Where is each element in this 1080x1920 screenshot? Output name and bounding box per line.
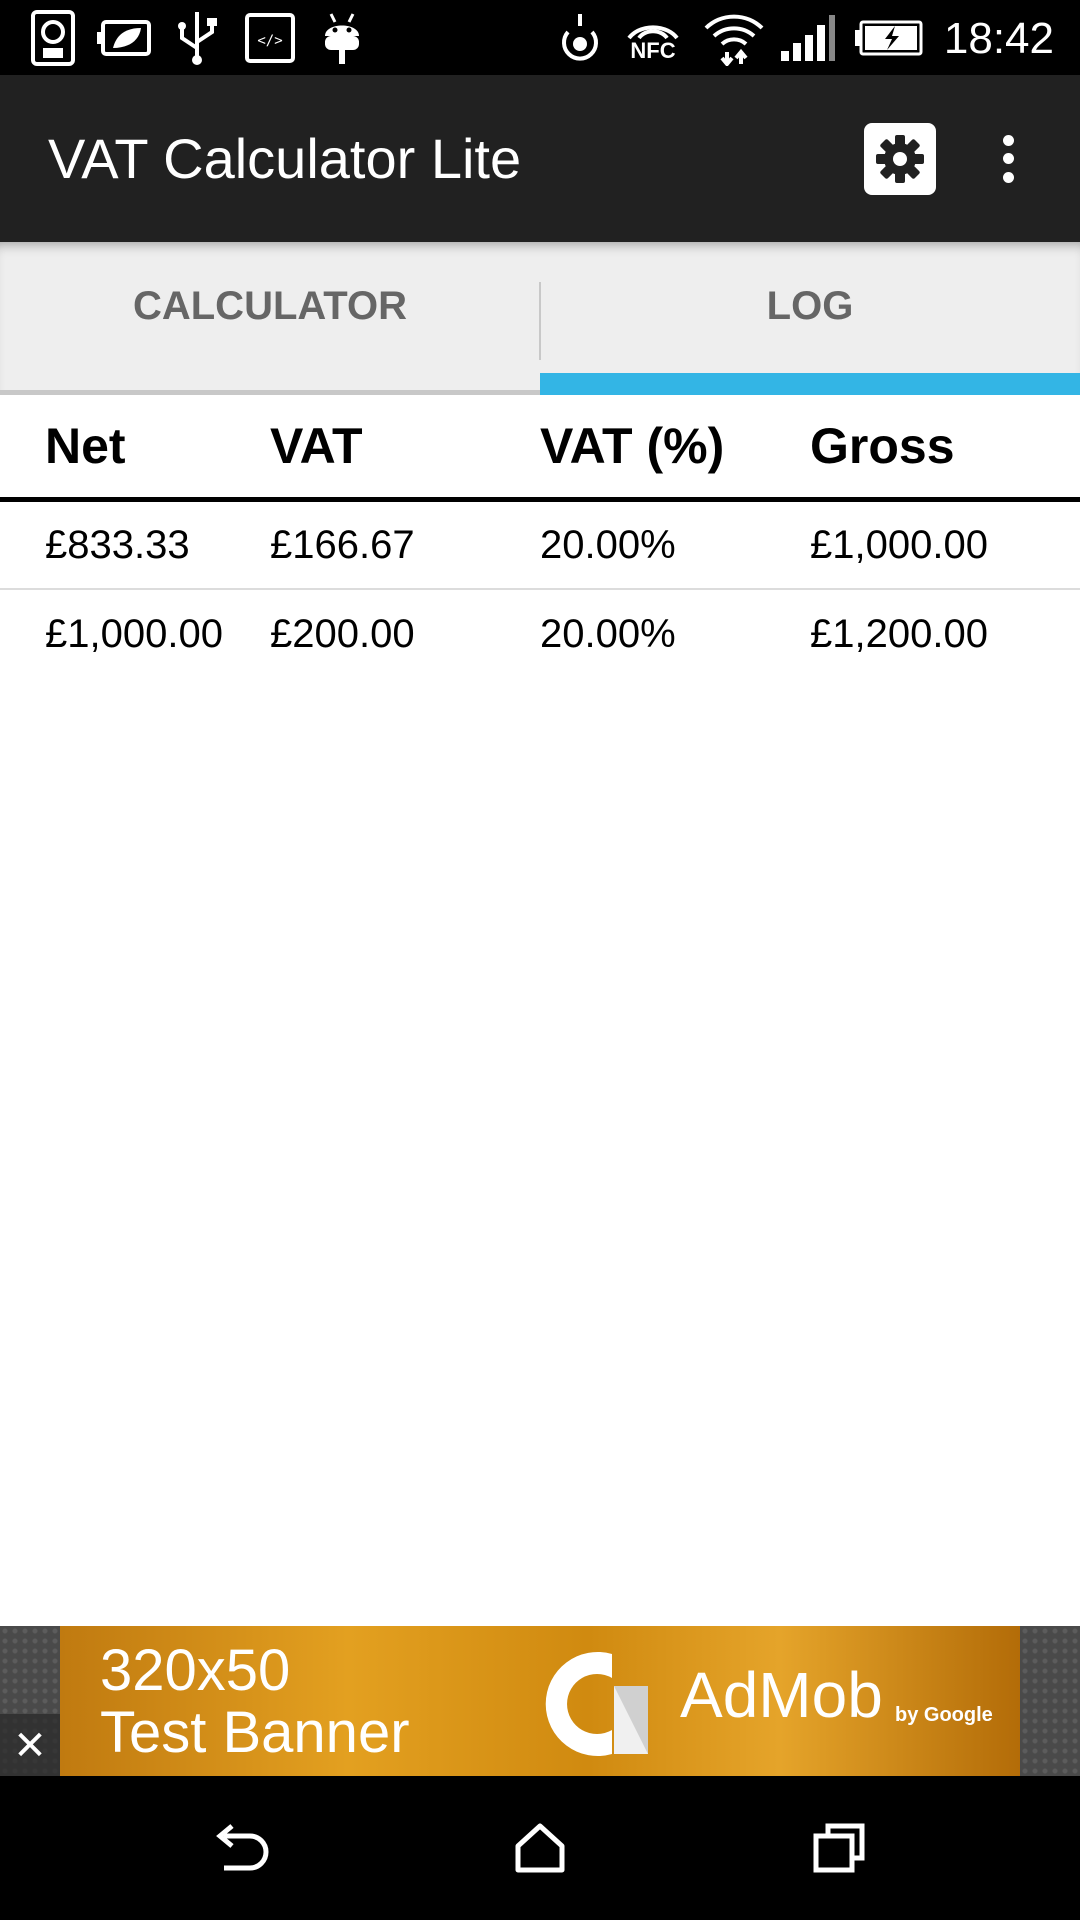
wifi-icon bbox=[702, 10, 766, 66]
tab-calculator-label: CALCULATOR bbox=[132, 284, 408, 328]
battery-saver-icon bbox=[96, 10, 156, 66]
close-icon: ✕ bbox=[13, 1721, 47, 1769]
home-icon bbox=[512, 1820, 568, 1876]
svg-text:</>: </> bbox=[257, 33, 283, 49]
vat-cell: £200.00 bbox=[270, 611, 415, 656]
ad-area bbox=[0, 1626, 1080, 1776]
tab-active-indicator bbox=[540, 373, 1080, 395]
column-header-gross: Gross bbox=[810, 418, 955, 474]
usb-icon bbox=[174, 10, 220, 66]
table-row[interactable] bbox=[0, 502, 1080, 590]
android-icon bbox=[318, 10, 366, 66]
ad-brand: AdMob bbox=[680, 1659, 883, 1731]
ad-banner[interactable] bbox=[60, 1626, 1020, 1776]
battery-charging-icon bbox=[854, 10, 926, 66]
vat-percent-cell: 20.00% bbox=[540, 611, 676, 656]
table-row[interactable] bbox=[0, 590, 1080, 678]
log-table bbox=[0, 395, 1080, 678]
action-bar bbox=[0, 75, 1080, 242]
app-title: VAT Calculator Lite bbox=[48, 127, 522, 190]
gross-cell: £1,000.00 bbox=[810, 522, 988, 567]
column-header-vat: VAT bbox=[270, 418, 363, 474]
more-vert-icon bbox=[1003, 135, 1014, 146]
ad-text bbox=[100, 1640, 410, 1764]
net-cell: £1,000.00 bbox=[45, 611, 223, 656]
sync-icon bbox=[556, 10, 604, 66]
nfc-icon bbox=[620, 10, 686, 66]
gross-cell: £1,200.00 bbox=[810, 611, 988, 656]
back-icon bbox=[210, 1822, 270, 1874]
vat-percent-cell: 20.00% bbox=[540, 522, 676, 567]
developer-icon bbox=[244, 10, 296, 66]
overflow-menu-button[interactable] bbox=[980, 123, 1036, 195]
navigation-bar bbox=[0, 1776, 1080, 1920]
back-button[interactable] bbox=[200, 1808, 280, 1888]
ad-byline: by Google bbox=[895, 1704, 993, 1726]
recents-button[interactable] bbox=[800, 1808, 880, 1888]
recents-icon bbox=[812, 1820, 868, 1876]
ad-close-button[interactable] bbox=[0, 1714, 60, 1776]
table-header bbox=[0, 395, 1080, 502]
status-bar bbox=[0, 0, 1080, 75]
home-button[interactable] bbox=[500, 1808, 580, 1888]
vat-cell: £166.67 bbox=[270, 522, 415, 567]
nfc-label: NFC bbox=[630, 38, 676, 63]
tab-calculator[interactable] bbox=[0, 242, 540, 395]
column-header-vat-percent: VAT (%) bbox=[540, 418, 725, 474]
tab-log-label: LOG bbox=[766, 284, 854, 328]
status-time: 18:42 bbox=[943, 14, 1054, 63]
net-cell: £833.33 bbox=[45, 522, 190, 567]
settings-button[interactable] bbox=[864, 123, 936, 195]
gear-icon bbox=[872, 131, 928, 187]
ad-test-label: Test Banner bbox=[100, 1700, 410, 1765]
signal-icon bbox=[778, 10, 838, 66]
admob-logo-icon bbox=[542, 1646, 662, 1761]
sd-card-icon bbox=[28, 10, 78, 66]
column-header-net: Net bbox=[45, 418, 126, 474]
ad-size-label: 320x50 bbox=[100, 1638, 291, 1703]
tab-bar bbox=[0, 242, 1080, 395]
